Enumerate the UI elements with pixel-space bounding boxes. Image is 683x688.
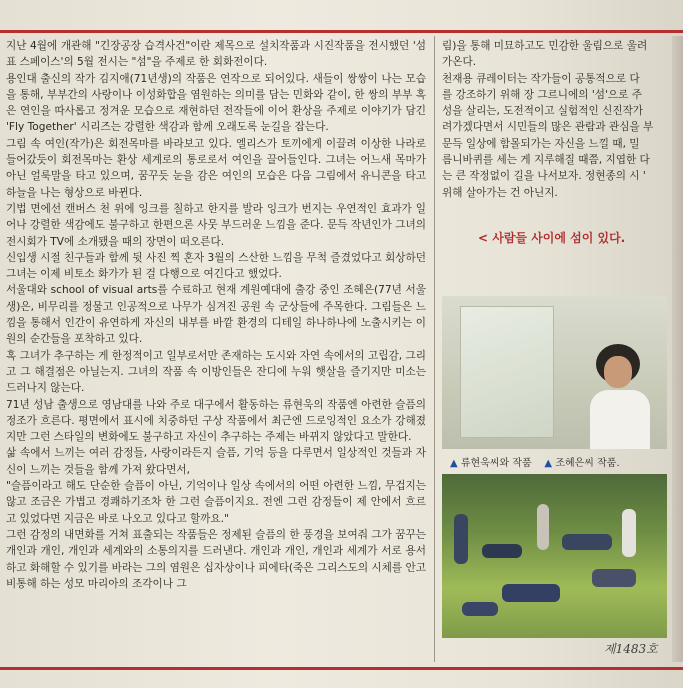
adjacent-page-edge — [672, 36, 683, 662]
article-paragraph: 삶 속에서 느끼는 여러 감정들, 사랑이라든지 슬픔, 기억 등을 다루면서 일상적인 것들과 자신이 느끼는 것들을 함께 가져 왔다면서, — [6, 447, 426, 476]
article-paragraph: 신입생 시절 친구들과 함께 뒷 사진 찍 혼자 3월의 스산한 느낌을 무척 즐겼었다고 회상하던 그녀는 이제 비토소 화가가 된 걸 다행으로 여긴다고 했었다. — [6, 251, 426, 281]
article-line: 름니바퀴를 세는 게 지루해질 때쯤, 지엽한 다 — [442, 154, 650, 167]
section-subheading: < 사람들 사이에 섬이 있다. — [478, 231, 626, 245]
article-paragraph: 그런 감정의 내면화를 거쳐 표출되는 작품들은 정제된 슬픔의 한 풍경을 보여줘 그가 꿈꾸는 개인과 개인, 개인과 세계와의 소통의지를 드러낸다. 개인과 개인, 개인과 세계가 서로 용서하고 화해할 수 있기를 바라는 그의 염원은 십자상이나 피에타(죽은 그리스도의 시체를 안고 비통해 하는 성모 마리아의 조각이나 그 — [6, 528, 426, 590]
bottom-red-rule — [0, 667, 683, 670]
article-left-column — [6, 38, 426, 664]
article-paragraph: 71년 성남 출생으로 영남대를 나와 주로 대구에서 활동하는 류현욱의 작품엔 아련한 슬픔의 정조가 흐른다. 평면에서 표시에 치중하던 구상 작품에서 최근엔 드로잉적인 요소가 강해졌지만 그런 스타일의 변화에도 불구하고 자신이 추구하는 주제는 바뀌지 않았다고 말한다. — [6, 398, 426, 444]
article-right-column — [442, 38, 683, 201]
article-paragraph: 그림 속 여인(작가)은 회전목마를 바라보고 있다. 엘리스가 토끼에게 이끌려 이상한 나라로 들어갔듯이 회전목마는 환상 세계로의 통로로서 여인을 끌어들인다. 그녀는 어느새 목마가 아닌 얼룩말을 타고 있으며, 꿈꾸듯 눈을 감은 여인의 모습은 다음 그림에서 유니콘을 타고 하늘을 나는 형상으로 바뀐다. — [6, 137, 426, 199]
article-paragraph: 서울대와 school of visual arts를 수료하고 현재 계원예대에 출강 중인 조혜은(77년 서울생)은, 비무리를 정물고 인공적으로 나무가 심겨진 공원 속 군상들에 주목한다. 그림들은 느낌을 통해서 인간이 유연하게 자신의 내부를 바깥 환경의 디테일 하나하나에 노출시키는 이원의 순간들을 포착하고 있다. — [6, 284, 426, 346]
article-paragraph: "슬픔이라고 해도 단순한 슬픔이 아닌, 기억이나 일상 속에서의 어떤 아련한 느낌, 무겁지는 않고 조금은 가볍고 경쾌하기조차 한 그런 슬픔이지요. 전엔 그런 감정들이 제 안에서 흐르고 있었다면 지금은 바로 나오고 있다고 할까요." — [6, 480, 426, 525]
issue-number: 제1483호 — [604, 642, 658, 656]
article-line: 위해 살아가는 건 아닌지. — [442, 186, 558, 199]
article-paragraph: 용인대 출신의 작가 김지애(71년생)의 작품은 연작으로 되어있다. 새들이 쌍쌍이 나는 모습을 통해, 부부간의 사랑이나 이성화합을 염원하는 의미를 담는 민화와 같이, 한 쌍의 부부 혹은 연인을 따사롭고 정겨운 모습으로 재현하던 전작들에 이어 환상을 주제로 이야기가 담긴 'Fly Together' 시리즈는 강렬한 색감과 함께 오래도록 눈길을 잡는다. — [6, 72, 426, 134]
article-line: 를 강조하기 위해 장 그르니에의 '섬'으로 주 — [442, 88, 642, 101]
article-paragraph: 혹 그녀가 추구하는 게 한정적이고 일부로서만 존재하는 도시와 자연 속에서의 고립감, 그리고 그 해결점은 아닐는지. 그녀의 작품 속 이방인들은 잔디에 누워 햇살을 즐기지만 미소는 드러나지 않는다. — [6, 349, 426, 395]
artwork-painting-photo — [442, 474, 667, 638]
article-line: 천재용 큐레이터는 작가들이 공통적으로 다 — [442, 72, 640, 85]
column-divider — [434, 36, 435, 662]
article-line: 려가겠다면서 시민들의 많은 관람과 관심을 부 — [442, 121, 654, 134]
photo-caption — [450, 454, 620, 469]
caption-left: 류현욱씨와 작품 — [460, 458, 532, 469]
triangle-up-icon: ▲ — [544, 458, 553, 469]
article-line: 성을 살리는, 도전적이고 실험적인 신진작가 — [442, 105, 644, 118]
artist-photo — [442, 296, 667, 449]
article-line: 림)을 통해 미묘하고도 민감한 울림으로 울려 — [442, 40, 648, 52]
article-line: 가온다. — [442, 56, 477, 69]
artwork-canvas — [460, 306, 554, 438]
article-paragraph: 기법 면에선 캔버스 천 위에 잉크를 칠하고 한지를 발라 잉크가 번지는 우연적인 효과가 일어나 강렬한 색감에도 불구하고 한편으론 사뭇 부드러운 느낌을 준다. 문득 작년인가 그녀의 전시회가 TV에 소개됐을 때의 장면이 떠오른다. — [6, 202, 426, 248]
top-red-rule — [0, 30, 683, 33]
article-paragraph: 지난 4월에 개관해 "긴장공장 습격사건"이란 제목으로 설치작품과 시진작품을 전시했던 '섬표 스페이스'의 5월 전시는 "섬"을 주제로 한 회화전이다. — [6, 40, 426, 69]
article-line: 문득 일상에 함몰되가는 자신을 느낄 때, 밀 — [442, 137, 640, 150]
triangle-up-icon: ▲ — [450, 458, 458, 469]
article-line: 는 큰 작정없이 길을 나서보자. 정현종의 시 ' — [442, 170, 646, 183]
artist-figure — [590, 344, 650, 449]
caption-right: 조혜은씨 작품. — [555, 458, 620, 469]
